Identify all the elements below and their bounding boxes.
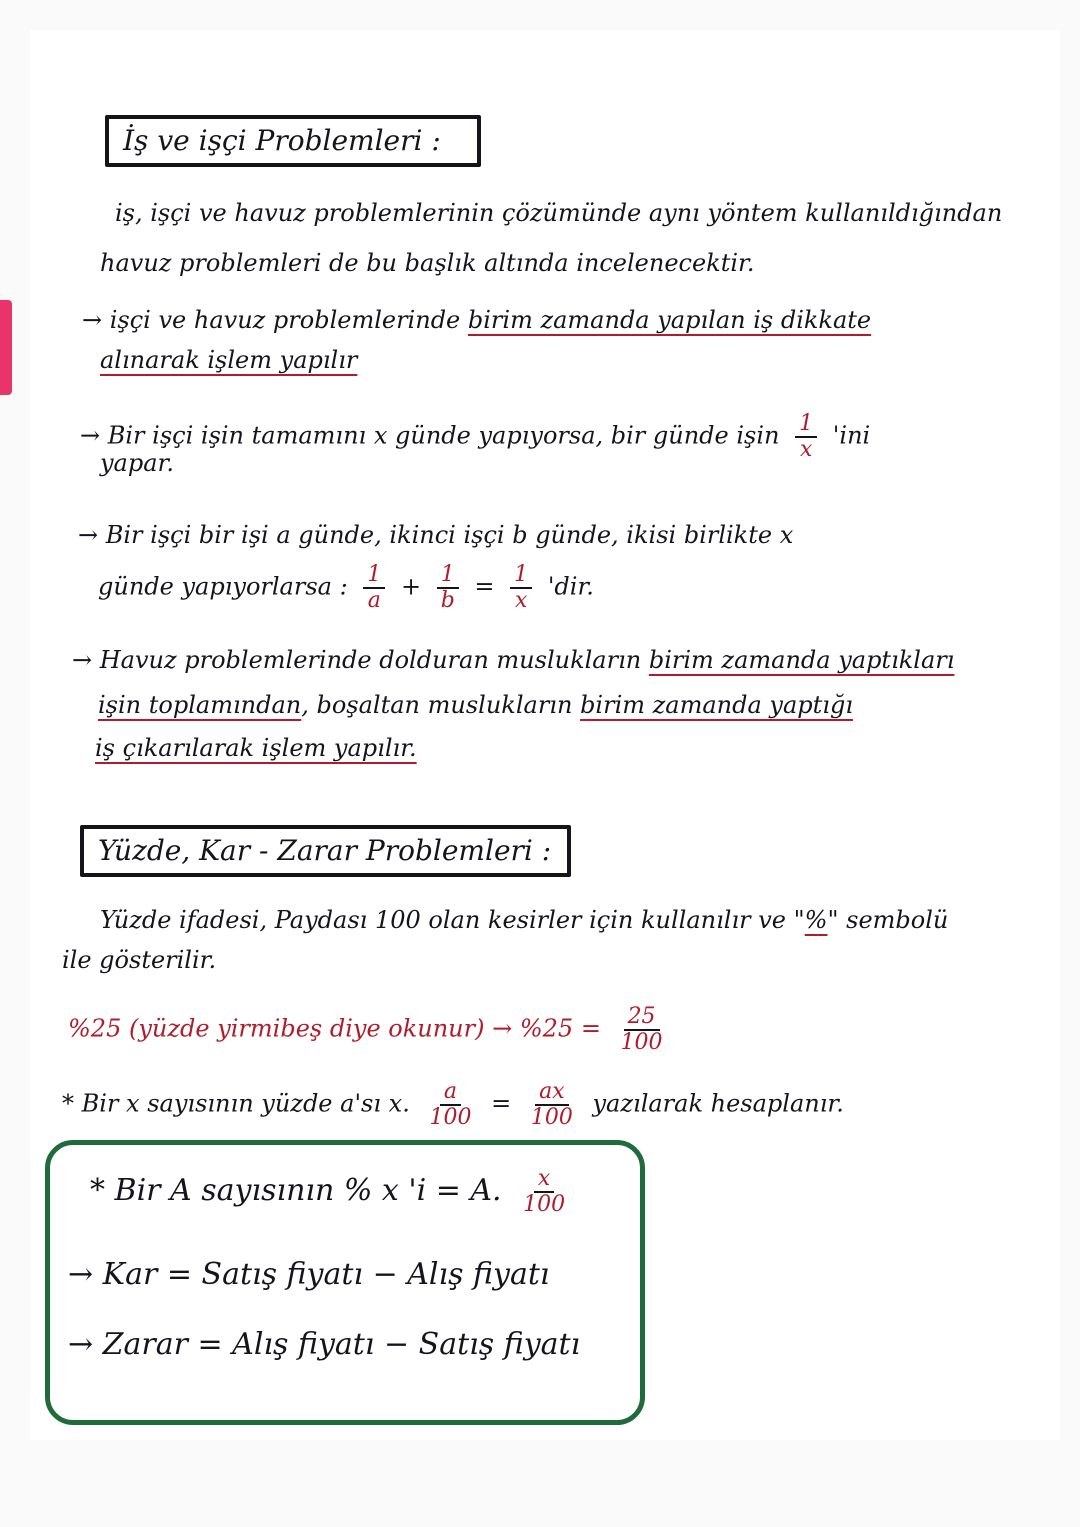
rule-3-fraction-2-numerator: 1	[437, 563, 459, 589]
section-title-work-problems: İş ve işçi Problemleri :	[105, 115, 481, 167]
rule-1-underlined-1: birim zamanda yapılan iş dikkate	[467, 306, 872, 334]
rule-1-line-1	[82, 305, 871, 335]
percent-intro-line-2: ile gösterilir.	[62, 946, 217, 974]
formula-percent-fraction	[519, 1167, 569, 1217]
rule-4-underlined-2: işin toplamından	[98, 691, 302, 719]
percent-example-numerator: 25	[624, 1005, 660, 1031]
rule-3-equals: =	[474, 572, 495, 601]
rule-4-middle: , boşaltan muslukların	[301, 691, 581, 719]
percent-example	[68, 1005, 675, 1055]
section-title-percent-profit-loss: Yüzde, Kar - Zarar Problemleri :	[80, 825, 571, 877]
rule-2-fraction-numerator: 1	[795, 412, 817, 438]
percent-intro-text-a: Yüzde ifadesi, Paydası 100 olan kesirler için kullanılır ve "	[100, 906, 805, 934]
rule-3-fraction-2-denominator: b	[440, 588, 455, 613]
rule-3-fraction-3-numerator: 1	[510, 563, 532, 589]
formula-box	[45, 1140, 645, 1425]
percent-rule-fraction-1	[425, 1080, 475, 1130]
rule-4-line-2	[98, 690, 853, 720]
rule-3-fraction-3-denominator: x	[514, 588, 528, 613]
formula-percent-numerator: x	[534, 1167, 554, 1193]
rule-3-line-2	[98, 563, 594, 613]
rule-1-prefix: → işçi ve havuz problemlerinde	[82, 306, 468, 334]
rule-3-suffix: 'dir.	[547, 572, 594, 601]
formula-line-percent	[90, 1167, 577, 1217]
rule-4-underlined-3: birim zamanda yaptığı	[580, 691, 854, 719]
rule-3-fraction-2	[437, 563, 459, 613]
rule-3-fraction-1-denominator: a	[367, 588, 381, 613]
percent-rule-equals: =	[491, 1089, 512, 1118]
intro-line-1: iş, işçi ve havuz problemlerinin çözümünde aynı yöntem kullanıldığından	[115, 199, 1003, 227]
formula-percent-denominator: 100	[523, 1192, 566, 1217]
rule-2-fraction	[795, 412, 817, 462]
formula-line-profit: → Kar = Satış fiyatı − Alış fiyatı	[68, 1257, 550, 1292]
percent-example-denominator: 100	[620, 1030, 663, 1055]
rule-4-line-1	[72, 645, 954, 675]
percent-of-number-rule	[62, 1080, 844, 1130]
percent-intro-text-b: " sembolü	[827, 906, 949, 934]
percent-rule-fraction-1-denominator: 100	[429, 1105, 472, 1130]
page-edge-mark	[0, 300, 12, 395]
percent-example-text: %25 (yüzde yirmibeş diye okunur) → %25 =	[68, 1014, 601, 1043]
rule-3-fraction-3	[510, 563, 532, 613]
rule-3-line-1: → Bir işçi bir işi a günde, ikinci işçi b günde, ikisi birlikte x	[78, 521, 794, 549]
rule-4-underlined-4: iş çıkarılarak işlem yapılır.	[95, 734, 417, 762]
percent-intro-line-1	[100, 905, 948, 935]
rule-2-text: → Bir işçi işin tamamını x günde yapıyorsa, bir günde işin	[80, 421, 780, 450]
formula-percent-text: * Bir A sayısının % x 'i = A.	[90, 1173, 502, 1208]
percent-rule-fraction-2	[527, 1080, 577, 1130]
rule-4-line-3	[95, 733, 417, 763]
rule-1-underlined-2: alınarak işlem yapılır	[100, 346, 358, 374]
rule-4-underlined-1: birim zamanda yaptıkları	[648, 646, 955, 674]
percent-example-fraction	[617, 1005, 667, 1055]
percent-symbol: %	[804, 906, 828, 934]
percent-rule-suffix: yazılarak hesaplanır.	[592, 1089, 844, 1118]
rule-1-line-2	[100, 345, 357, 375]
percent-rule-fraction-1-numerator: a	[440, 1080, 461, 1106]
percent-rule-fraction-2-denominator: 100	[530, 1105, 573, 1130]
rule-2-line-1	[80, 412, 870, 462]
percent-rule-fraction-2-numerator: ax	[535, 1080, 569, 1106]
rule-4-prefix: → Havuz problemlerinde dolduran muslukların	[72, 646, 649, 674]
rule-2-fraction-denominator: x	[799, 437, 813, 462]
formula-line-loss: → Zarar = Alış fiyatı − Satış fiyatı	[68, 1327, 581, 1362]
rule-3-fraction-1	[363, 563, 385, 613]
rule-2-line-2: yapar.	[100, 449, 175, 477]
percent-rule-prefix: * Bir x sayısının yüzde a'sı x.	[62, 1089, 410, 1118]
rule-2-suffix: 'ini	[832, 421, 871, 450]
rule-3-fraction-1-numerator: 1	[363, 563, 385, 589]
rule-3-plus: +	[400, 572, 422, 601]
rule-3-prefix: günde yapıyorlarsa :	[98, 572, 348, 601]
intro-line-2: havuz problemleri de bu başlık altında incelenecektir.	[100, 249, 755, 277]
